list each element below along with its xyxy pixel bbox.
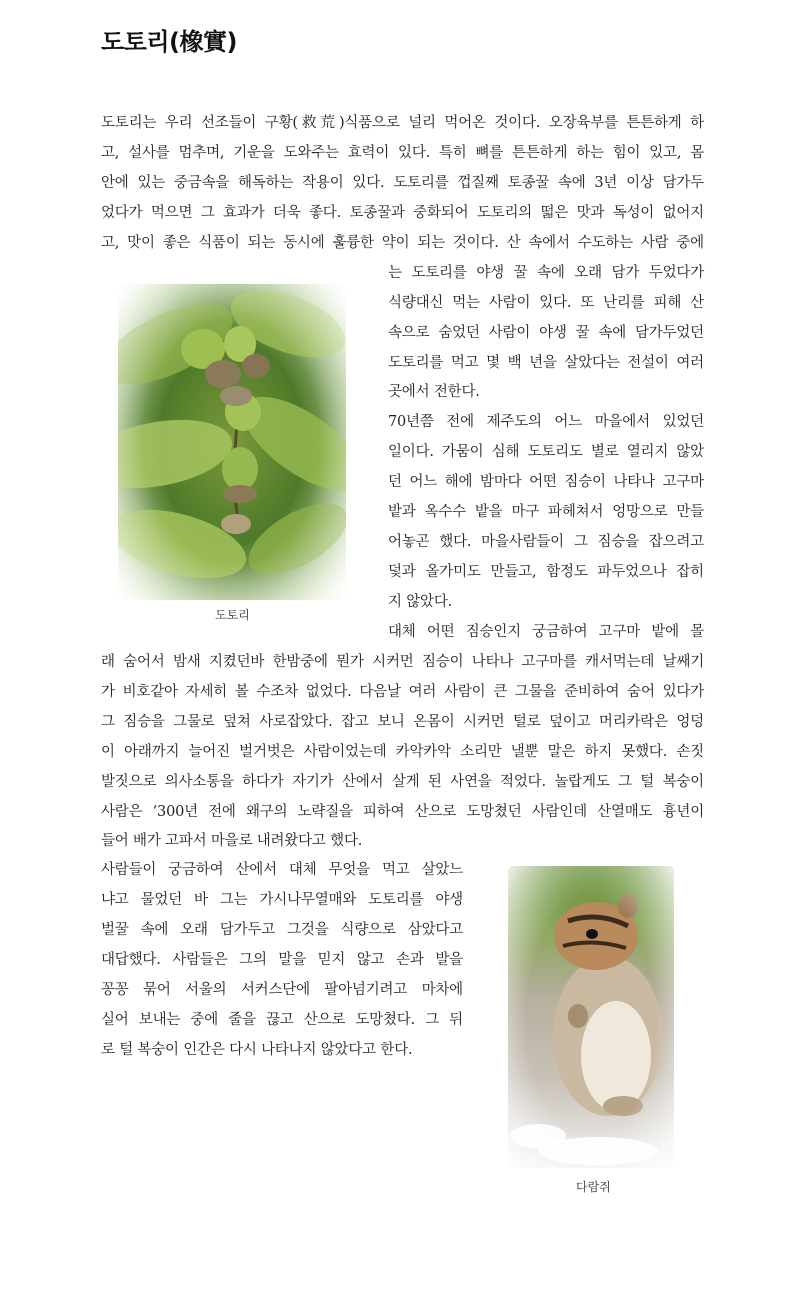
text-line: 가 비호같아 자세히 볼 수조차 없었다. 다음날 여러 사람이 큰 그물을 준비하여 숨어 있다가 [101,684,704,700]
text-line: 고, 맛이 좋은 식품이 되는 동시에 훌륭한 약이 되는 것이다. 산 속에서 수도하는 사람 중에 [101,235,704,251]
text-line: 꽁꽁 묶어 서울의 서커스단에 팔아넘기려고 마차에 [101,982,463,998]
text-line: 곳에서 전한다. [388,384,480,400]
text-line: 실어 보내는 중에 줄을 끊고 산으로 도망쳤다. 그 뒤 [101,1012,463,1028]
text-line: 들어 배가 고파서 마을로 내려왔다고 했다. [101,833,363,849]
text-line: 고, 설사를 멈추며, 기운을 도와주는 효력이 있다. 특히 뼈를 튼튼하게 하는 힘이 있고, 몸 [101,145,704,161]
acorn-photo [118,284,346,600]
text-line: 벌꿀 속에 오래 담가두고 그것을 식량으로 삼았다고 [101,922,463,938]
text-line: 도토리는 우리 선조들이 구황(救荒)식품으로 널리 먹어온 것이다. 오장육부를 튼튼하게 하 [101,115,704,131]
text-line: 래 숨어서 밤새 지켰던바 한밤중에 뭔가 시커먼 짐승이 나타나 고구마를 캐서먹는데 날쌔기 [101,654,704,670]
text-line: 속으로 숨었던 사람이 야생 꿀 속에 담가두었던 [388,325,704,341]
chipmunk-caption: 다람쥐 [576,1180,611,1194]
text-line: 었다가 먹으면 그 효과가 더욱 좋다. 토종꿀과 중화되어 도토리의 떫은 맛과 독성이 없어지 [101,205,704,221]
text-line: 안에 있는 중금속을 해독하는 작용이 있다. 도토리를 껍질째 토종꿀 속에 3년 이상 담가두 [101,175,704,191]
text-line: 식량대신 먹는 사람이 있다. 또 난리를 피해 산 [388,295,704,311]
text-line: 이 아래까지 늘어진 벌거벗은 사람이었는데 카악카악 소리만 낼뿐 말은 하지 못했다. 손짓 [101,744,704,760]
text-line: 도토리를 먹고 몇 백 년을 살았다는 전설이 여러 [388,355,704,371]
text-line: 냐고 물었던 바 그는 가시나무열매와 도토리를 야생 [101,892,463,908]
text-line: 덫과 올가미도 만들고, 함정도 파두었으나 잡히 [388,564,704,580]
text-line: 던 어느 해에 밤마다 어떤 짐승이 나타나 고구마 [388,474,704,490]
text-line: 대답했다. 사람들은 그의 말을 믿지 않고 손과 발을 [101,952,463,968]
text-line: 70년쯤 전에 제주도의 어느 마을에서 있었던 [388,414,704,430]
text-line: 대체 어떤 짐승인지 궁금하여 고구마 밭에 몰 [388,624,704,640]
text-line: 는 도토리를 야생 꿀 속에 오래 담가 두었다가 [388,265,704,281]
text-line: 사람은 ‘300년 전에 왜구의 노략질을 피하여 산으로 도망쳤던 사람인데 산열매도 흉년이 [101,804,704,820]
text-line: 일이다. 가뭄이 심해 도토리도 별로 열리지 않았 [388,444,704,460]
chipmunk-photo [508,866,674,1168]
text-line: 로 털 복숭이 인간은 다시 나타나지 않았다고 한다. [101,1042,413,1058]
text-line: 그 짐승을 그물로 덮쳐 사로잡았다. 잡고 보니 온몸이 시커먼 털로 덮이고 머리카락은 엉덩 [101,714,704,730]
text-line: 사람들이 궁금하여 산에서 대체 무엇을 먹고 살았느 [101,862,463,878]
acorn-caption: 도토리 [215,608,250,622]
text-line: 어놓곤 했다. 마을사람들이 그 짐승을 잡으려고 [388,534,704,550]
text-line: 지 않았다. [388,594,453,610]
text-line: 밭과 옥수수 밭을 마구 파헤쳐서 엉망으로 만들 [388,504,704,520]
text-line: 발짓으로 의사소통을 하다가 자기가 산에서 살게 된 사연을 적었다. 놀랍게도 그 털 복숭이 [101,774,704,790]
page-title: 도토리(橡實) [101,28,237,56]
